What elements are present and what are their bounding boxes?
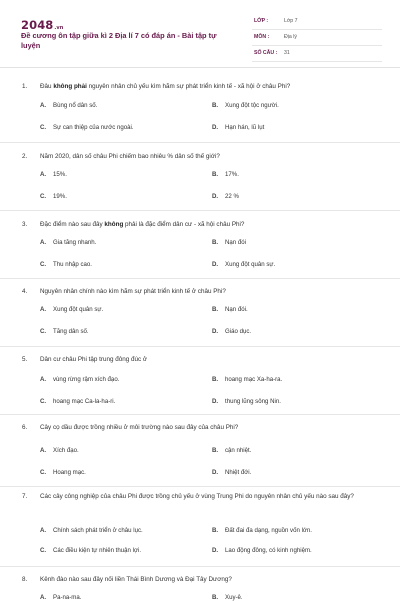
option-letter: C. xyxy=(40,398,47,405)
option-text: Xích đạo. xyxy=(53,447,79,454)
option-text: thung lũng sông Nin. xyxy=(225,398,281,405)
option-text: 15%. xyxy=(53,171,67,178)
option-text: Hoang mạc. xyxy=(53,469,86,476)
answer-option-c[interactable] xyxy=(40,193,67,200)
question-text-part: phải là đặc điểm dân cư - xã hội châu Phi? xyxy=(123,221,245,228)
option-text: 19%. xyxy=(53,193,67,200)
option-letter: C. xyxy=(40,261,47,268)
question-emphasis: không phải xyxy=(53,83,87,90)
option-text: Giáo dục. xyxy=(225,328,252,335)
meta-label: MÔN : xyxy=(254,34,270,40)
question-number: 3. xyxy=(22,221,28,228)
answer-option-c[interactable] xyxy=(40,547,141,554)
question-number: 5. xyxy=(22,356,28,363)
answer-option-a[interactable] xyxy=(40,447,79,454)
answer-option-a[interactable] xyxy=(40,171,67,178)
divider xyxy=(0,486,400,487)
option-letter: C. xyxy=(40,328,47,335)
answer-option-c[interactable] xyxy=(40,328,89,335)
answer-option-b[interactable] xyxy=(212,306,248,313)
question-text-part: nguyên nhân chủ yếu kìm hãm sự phát triển kinh tế - xã hội ở châu Phi? xyxy=(86,83,291,90)
question-text xyxy=(22,220,382,230)
divider xyxy=(0,278,400,279)
option-letter: B. xyxy=(212,239,219,246)
option-text: 17%. xyxy=(225,171,239,178)
question-number: 1. xyxy=(22,83,28,90)
answer-option-d[interactable] xyxy=(212,124,264,131)
option-letter: A. xyxy=(40,527,47,534)
answer-option-b[interactable] xyxy=(212,447,251,454)
question-text-part: Dân cư châu Phi tập trung đông đúc ở xyxy=(40,356,148,363)
question-text-part: Đặc điểm nào sau đây xyxy=(40,221,105,228)
answer-option-a[interactable] xyxy=(40,102,97,109)
header xyxy=(0,0,400,68)
option-text: hoang mạc Ca-la-ha-ri. xyxy=(53,398,116,405)
option-text: vùng rừng rậm xích đạo. xyxy=(53,376,120,383)
question-text-part: Nguyên nhân chính nào kìm hãm sự phát triển kinh tế ở châu Phi? xyxy=(40,288,226,295)
question-text xyxy=(22,355,382,365)
option-letter: A. xyxy=(40,376,47,383)
question-text-part: Các cây công nghiệp của châu Phi được trồng chủ yếu ở vùng Trung Phi do nguyên nhân chủ yếu nào sau đây? xyxy=(40,493,354,500)
option-text: Chính sách phát triển ở châu lục. xyxy=(53,527,143,534)
option-text: 22 % xyxy=(225,193,239,200)
divider xyxy=(0,67,400,68)
meta-row-grade xyxy=(252,14,382,30)
meta-row-subject xyxy=(252,30,382,46)
question-text xyxy=(22,82,382,92)
answer-option-d[interactable] xyxy=(212,547,312,554)
option-text: Thu nhập cao. xyxy=(53,261,92,268)
option-letter: C. xyxy=(40,469,47,476)
option-letter: B. xyxy=(212,171,219,178)
option-text: Hạn hán, lũ lụt xyxy=(225,124,265,131)
meta-panel xyxy=(252,14,382,62)
option-text: Xung đột quân sự. xyxy=(53,306,104,313)
option-letter: C. xyxy=(40,547,47,554)
option-text: Nạn đói. xyxy=(225,306,248,313)
option-text: Nhiệt đới. xyxy=(225,469,252,476)
option-letter: A. xyxy=(40,447,47,454)
question-text-part: Cây cọ dầu được trồng nhiều ở môi trường nào sau đây của châu Phi? xyxy=(40,424,239,431)
question-text-part: Năm 2020, dân số châu Phi chiếm bao nhiêu % dân số thế giới? xyxy=(40,153,220,160)
option-text: Gia tăng nhanh. xyxy=(53,239,97,246)
divider xyxy=(0,142,400,143)
option-letter: B. xyxy=(212,102,219,109)
option-letter: C. xyxy=(40,193,47,200)
option-letter: B. xyxy=(212,306,219,313)
option-letter: D. xyxy=(212,398,219,405)
option-letter: D. xyxy=(212,328,219,335)
question-text xyxy=(22,423,382,433)
question-emphasis: không xyxy=(104,221,124,228)
question-number: 2. xyxy=(22,153,28,160)
question-text xyxy=(22,575,382,585)
option-text: Nạn đói xyxy=(225,239,247,246)
question-number: 6. xyxy=(22,424,28,431)
option-text: Pa-na-ma. xyxy=(53,594,82,601)
answer-option-d[interactable] xyxy=(212,398,281,405)
answer-option-a[interactable] xyxy=(40,527,143,534)
divider xyxy=(0,566,400,567)
option-text: Xung đột quân sự. xyxy=(225,261,276,268)
question-text-part: Đâu xyxy=(40,83,54,90)
answer-option-b[interactable] xyxy=(212,239,246,246)
divider xyxy=(0,414,400,415)
answer-option-a[interactable] xyxy=(40,239,96,246)
option-letter: A. xyxy=(40,102,47,109)
answer-option-c[interactable] xyxy=(40,398,115,405)
answer-option-b[interactable] xyxy=(212,376,282,383)
option-text: Bùng nổ dân số. xyxy=(53,102,98,109)
option-text: Tăng dân số. xyxy=(53,328,89,335)
option-letter: A. xyxy=(40,171,47,178)
option-text: Lao động đông, có kinh nghiệm. xyxy=(225,547,312,554)
question-text xyxy=(22,152,382,162)
question-number: 4. xyxy=(22,288,28,295)
question-text-part: Kênh đào nào sau đây nối liền Thái Bình Dương và Đại Tây Dương? xyxy=(40,576,232,583)
option-text: Đất đai đa dạng, nguồn vốn lớn. xyxy=(225,527,313,534)
option-letter: D. xyxy=(212,124,219,131)
answer-option-d[interactable] xyxy=(212,193,239,200)
option-text: Xuy-ê. xyxy=(225,594,243,601)
answer-option-c[interactable] xyxy=(40,261,92,268)
question-text xyxy=(22,287,382,297)
option-letter: A. xyxy=(40,594,47,601)
option-text: Xung đột tộc người. xyxy=(225,102,279,109)
meta-row-count xyxy=(252,46,382,62)
option-text: cận nhiệt. xyxy=(225,447,252,454)
answer-option-b[interactable] xyxy=(212,102,279,109)
page-title: Đề cương ôn tập giữa kì 2 Địa lí 7 có đáp án - Bài tập tự luyện xyxy=(21,31,217,50)
answer-option-d[interactable] xyxy=(212,328,251,335)
meta-value: Địa lý xyxy=(284,34,297,40)
logo-main: 2048 xyxy=(21,18,54,32)
option-letter: A. xyxy=(40,239,47,246)
meta-label: LỚP : xyxy=(254,18,269,24)
option-letter: D. xyxy=(212,261,219,268)
option-letter: A. xyxy=(40,306,47,313)
answer-option-d[interactable] xyxy=(212,261,275,268)
answer-option-b[interactable] xyxy=(212,527,312,534)
answer-option-d[interactable] xyxy=(212,469,251,476)
option-text: Các điều kiện tự nhiên thuận lợi. xyxy=(53,547,142,554)
answer-option-a[interactable] xyxy=(40,376,119,383)
option-text: hoang mạc Xa-ha-ra. xyxy=(225,376,283,383)
answer-option-c[interactable] xyxy=(40,469,86,476)
answer-option-c[interactable] xyxy=(40,124,134,131)
answer-option-a[interactable] xyxy=(40,306,103,313)
question-number: 7. xyxy=(22,493,28,500)
meta-value: Lớp 7 xyxy=(284,18,298,24)
option-letter: C. xyxy=(40,124,47,131)
option-letter: B. xyxy=(212,527,219,534)
option-letter: D. xyxy=(212,469,219,476)
divider xyxy=(0,210,400,211)
option-text: Sự can thiệp của nước ngoài. xyxy=(53,124,134,131)
question-number: 8. xyxy=(22,576,28,583)
meta-label: SỐ CÂU : xyxy=(254,50,278,56)
option-letter: B. xyxy=(212,594,219,601)
option-letter: B. xyxy=(212,447,219,454)
divider xyxy=(0,346,400,347)
option-letter: D. xyxy=(212,193,219,200)
logo-suffix: .vn xyxy=(54,25,64,31)
site-logo[interactable] xyxy=(21,18,63,32)
question-text xyxy=(22,492,382,502)
option-letter: D. xyxy=(212,547,219,554)
option-letter: B. xyxy=(212,376,219,383)
answer-option-b[interactable] xyxy=(212,171,239,178)
meta-value: 31 xyxy=(284,50,290,56)
